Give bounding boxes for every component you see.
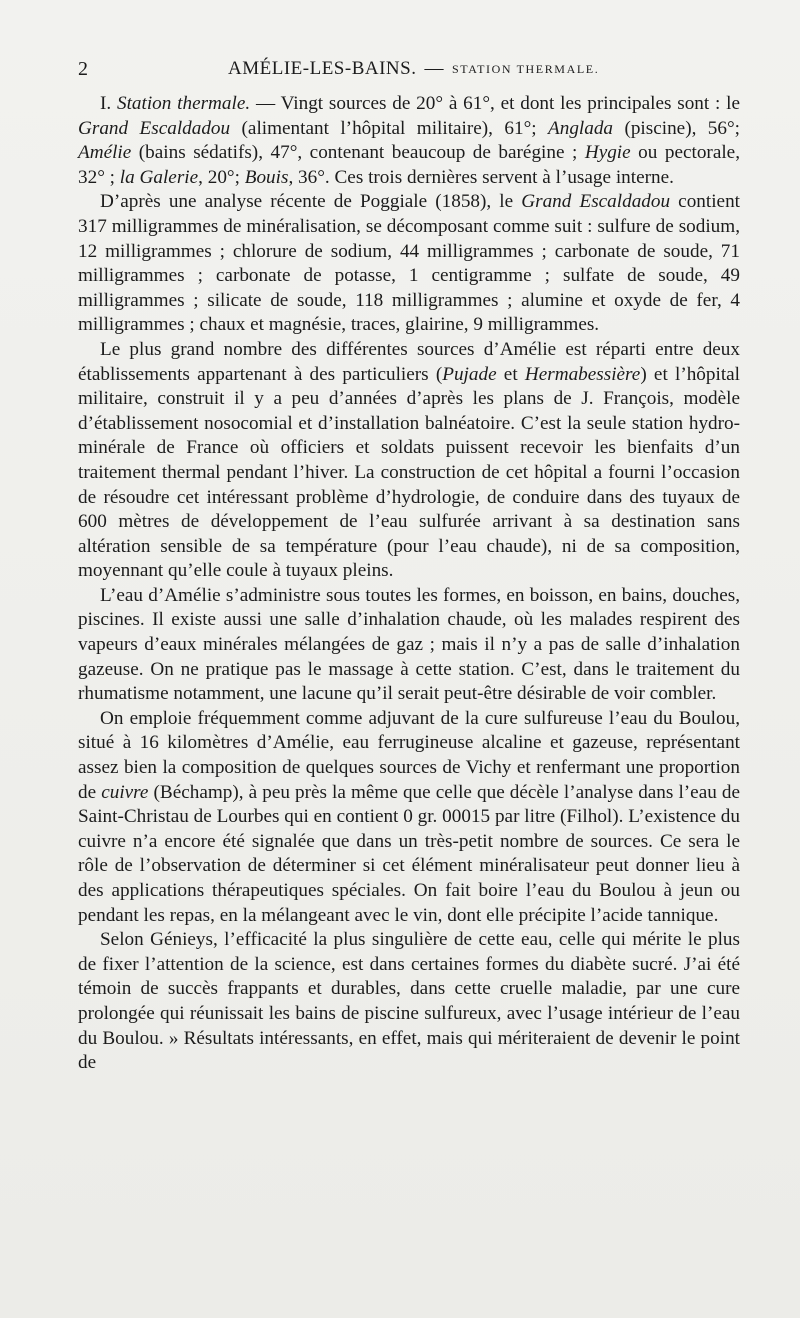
italic-text-segment: Amélie (78, 142, 132, 164)
italic-text-segment: Bouis (244, 166, 289, 188)
text-segment: L’eau d’Amélie s’administre sous toutes les formes, en boisson, en bains, douches, piscines. Il existe aussi une salle d’inhalation chaude, où les malades respirent des vapeurs d’eaux minérales mélangées de gaz ; mais il n’y a pas de salle d’inhalation gazeuse. On ne pratique pas le massage à cette station. C’est, dans le traitement du rhumatisme notamment, une lacune qu’il serait peut-être désirable de voir combler. (78, 584, 740, 705)
text-segment: ou pectorale, 32° ; (78, 142, 740, 188)
running-title-main: AMÉLIE-LES-BAINS. (228, 58, 417, 79)
italic-text-segment: Hermabessière (524, 363, 641, 385)
paragraph-administration (78, 584, 740, 707)
italic-text-segment: Pujade (442, 363, 497, 385)
paragraph-etablissements (78, 338, 740, 584)
italic-text-segment: Grand Escaldadou (521, 191, 671, 213)
text-segment: , 20°; (198, 166, 245, 188)
text-segment: I. (100, 93, 117, 114)
text-segment: , 36°. Ces trois dernières servent à l’usage interne. (288, 166, 674, 188)
italic-text-segment: cuivre (101, 781, 149, 803)
paragraph-eau-du-boulou (78, 707, 740, 928)
text-segment: Selon Génieys, l’efficacité la plus singulière de cette eau, celle qui mérite le plus de fixer l’attention de la science, est dans certaines formes du diabète sucré. J’ai été témoin de succès frappants et durables, dans cette cruelle maladie, par une cure prolongée qui réunissait les bains de piscine sulfureux, avec l’usage intérieur de l’eau du Boulou. » Résultats intéressants, en effet, mais qui mériteraient de devenir le point de (78, 929, 740, 1074)
italic-text-segment: Grand Escaldadou (78, 117, 231, 139)
paragraph-genieys (78, 928, 740, 1076)
body-text (78, 92, 740, 1076)
running-title (228, 58, 599, 80)
paragraph-station-thermale (78, 92, 740, 190)
text-segment: (bains sédatifs), 47°, contenant beaucoup de barégine ; (131, 142, 585, 164)
text-segment: (alimentant l’hôpital militaire), 61°; (230, 117, 548, 139)
text-segment: (Béchamp), à peu près la même que celle que décèle l’analyse dans l’eau de Saint-Christau de Lourbes qui en contient 0 gr. 00015 par litre (Filhol). L’existence du cuivre n’a encore été signalée que dans un très-petit nombre de sources. Ce sera le rôle de l’observation de déterminer si cet élément minéralisateur peut donner lieu à des applications thérapeutiques spéciales. On fait boire l’eau du Boulou à jeun ou pendant les repas, en la mélangeant avec le vin, dont elle précipite l’acide tannique. (78, 781, 740, 926)
italic-text-segment: la Galerie (119, 166, 199, 188)
paragraph-analyse-poggiale (78, 190, 740, 338)
text-segment: — Vingt sources de 20° à 61°, et dont les principales sont : le (250, 93, 740, 114)
text-segment: (piscine), 56°; (613, 117, 740, 139)
text-segment: D’après une analyse récente de Poggiale (1858), le (100, 191, 522, 213)
text-segment: On emploie fréquemment comme adjuvant de la cure sulfureuse l’eau du Boulou, situé à 16 kilomètres d’Amélie, eau ferrugineuse alcaline et gazeuse, représentant assez bien la composition de quelques sources de Vichy et renfermant une proportion de (78, 707, 740, 803)
running-title-dash: — (424, 58, 444, 79)
italic-text-segment: Anglada (548, 117, 614, 139)
text-segment: Le plus grand nombre des différentes sources d’Amélie est réparti entre deux établissements appartenant à des particuliers ( (78, 338, 740, 385)
italic-text-segment: Station thermale. (116, 93, 251, 114)
italic-text-segment: Hygie (584, 142, 631, 164)
text-segment: et (496, 363, 525, 385)
page-header (78, 58, 738, 86)
page-number: 2 (78, 58, 88, 80)
running-title-sub: STATION THERMALE. (451, 62, 600, 76)
text-segment: contient 317 milligrammes de minéralisation, se décomposant comme suit : sulfure de sodium, 12 milligrammes ; chlorure de sodium, 44 milligrammes ; carbonate de soude, 71 milligrammes ; carbonate de potasse, 1 centigramme ; sulfate de soude, 49 milligrammes ; silicate de soude, 118 milligrammes ; alumine et oxyde de fer, 4 milligrammes ; chaux et magnésie, traces, glairine, 9 milligrammes. (78, 191, 740, 336)
text-segment: ) et l’hôpital militaire, construit il y a peu d’années d’après les plans de J. François, modèle d’établissement nosocomial et d’installation balnéatoire. C’est la seule station hydro-minérale de France où officiers et soldats puissent recevoir les bienfaits d’un traitement thermal pendant l’hiver. La construction de cet hôpital a fourni l’occasion de résoudre cet intéressant problème d’hydrologie, de conduire dans des tuyaux de 600 mètres de développement de l’eau sulfurée arrivant à sa destination sans altération sensible de sa température (pour l’eau chaude), ni de sa composition, moyennant qu’elle coule à tuyaux pleins. (78, 363, 740, 582)
